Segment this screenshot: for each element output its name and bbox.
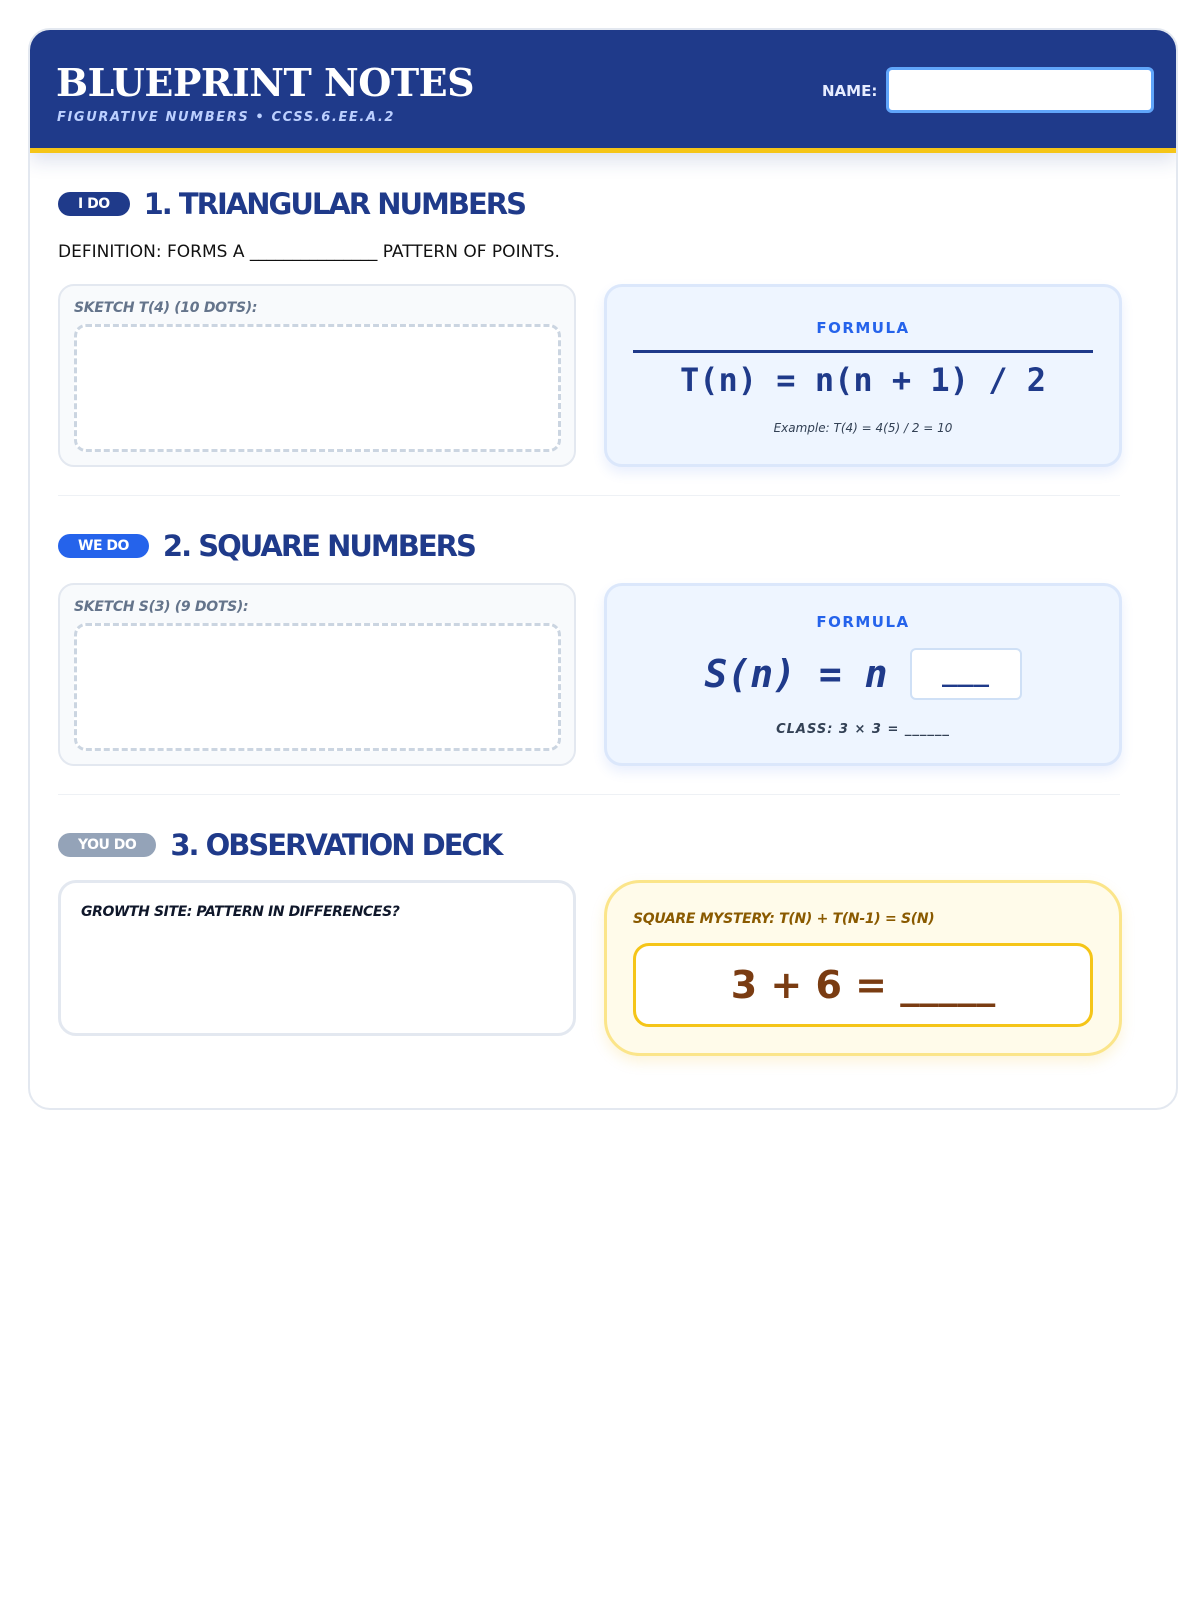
triangular-formula-card [604, 284, 1122, 467]
triangular-formula: T(n) = n(n + 1) / 2 [679, 361, 1047, 399]
name-label: NAME: [822, 82, 878, 100]
mystery-equation[interactable]: 3 + 6 = _____ [633, 943, 1093, 1027]
section-3-title: 3. OBSERVATION DECK [170, 828, 502, 862]
page-title: BLUEPRINT NOTES [56, 60, 475, 105]
page-subtitle: FIGURATIVE NUMBERS • CCSS.6.EE.A.2 [57, 110, 396, 125]
you-do-badge: YOU DO [58, 833, 156, 857]
sketch-s3-label: SKETCH S(3) (9 DOTS): [74, 599, 249, 615]
sketch-t4-area[interactable] [74, 324, 561, 452]
i-do-badge: I DO [58, 192, 130, 216]
formula-label: FORMULA [816, 613, 910, 631]
formula-example: Example: T(4) = 4(5) / 2 = 10 [773, 421, 953, 435]
header-banner [30, 30, 1176, 153]
we-do-badge: WE DO [58, 534, 149, 558]
sketch-s3-panel [58, 583, 576, 766]
class-example: CLASS: 3 × 3 = ______ [776, 722, 950, 737]
square-mystery-panel [604, 880, 1122, 1056]
section-divider [58, 794, 1120, 795]
sketch-t4-panel [58, 284, 576, 467]
worksheet [28, 28, 1178, 1110]
section-1-title: 1. TRIANGULAR NUMBERS [143, 187, 526, 221]
sketch-t4-label: SKETCH T(4) (10 DOTS): [74, 300, 258, 316]
square-mystery-label: SQUARE MYSTERY: T(N) + T(N-1) = S(N) [633, 911, 935, 927]
growth-site-label: GROWTH SITE: PATTERN IN DIFFERENCES? [81, 904, 400, 920]
section-1-heading [58, 184, 525, 224]
name-input[interactable] [886, 67, 1154, 113]
section-2-heading [58, 526, 475, 566]
exponent-blank[interactable]: ___ [910, 648, 1022, 700]
section-2-title: 2. SQUARE NUMBERS [162, 529, 475, 563]
square-formula-card [604, 583, 1122, 766]
formula-label: FORMULA [816, 319, 910, 337]
formula-divider [633, 350, 1093, 353]
square-formula [607, 648, 1119, 700]
definition-text: DEFINITION: FORMS A _______________ PATTERN OF POINTS. [58, 242, 560, 262]
sketch-s3-area[interactable] [74, 623, 561, 751]
growth-site-panel[interactable] [58, 880, 576, 1036]
section-3-heading [58, 825, 501, 865]
square-formula-text: S(n) = n [704, 652, 888, 696]
section-divider [58, 495, 1120, 496]
